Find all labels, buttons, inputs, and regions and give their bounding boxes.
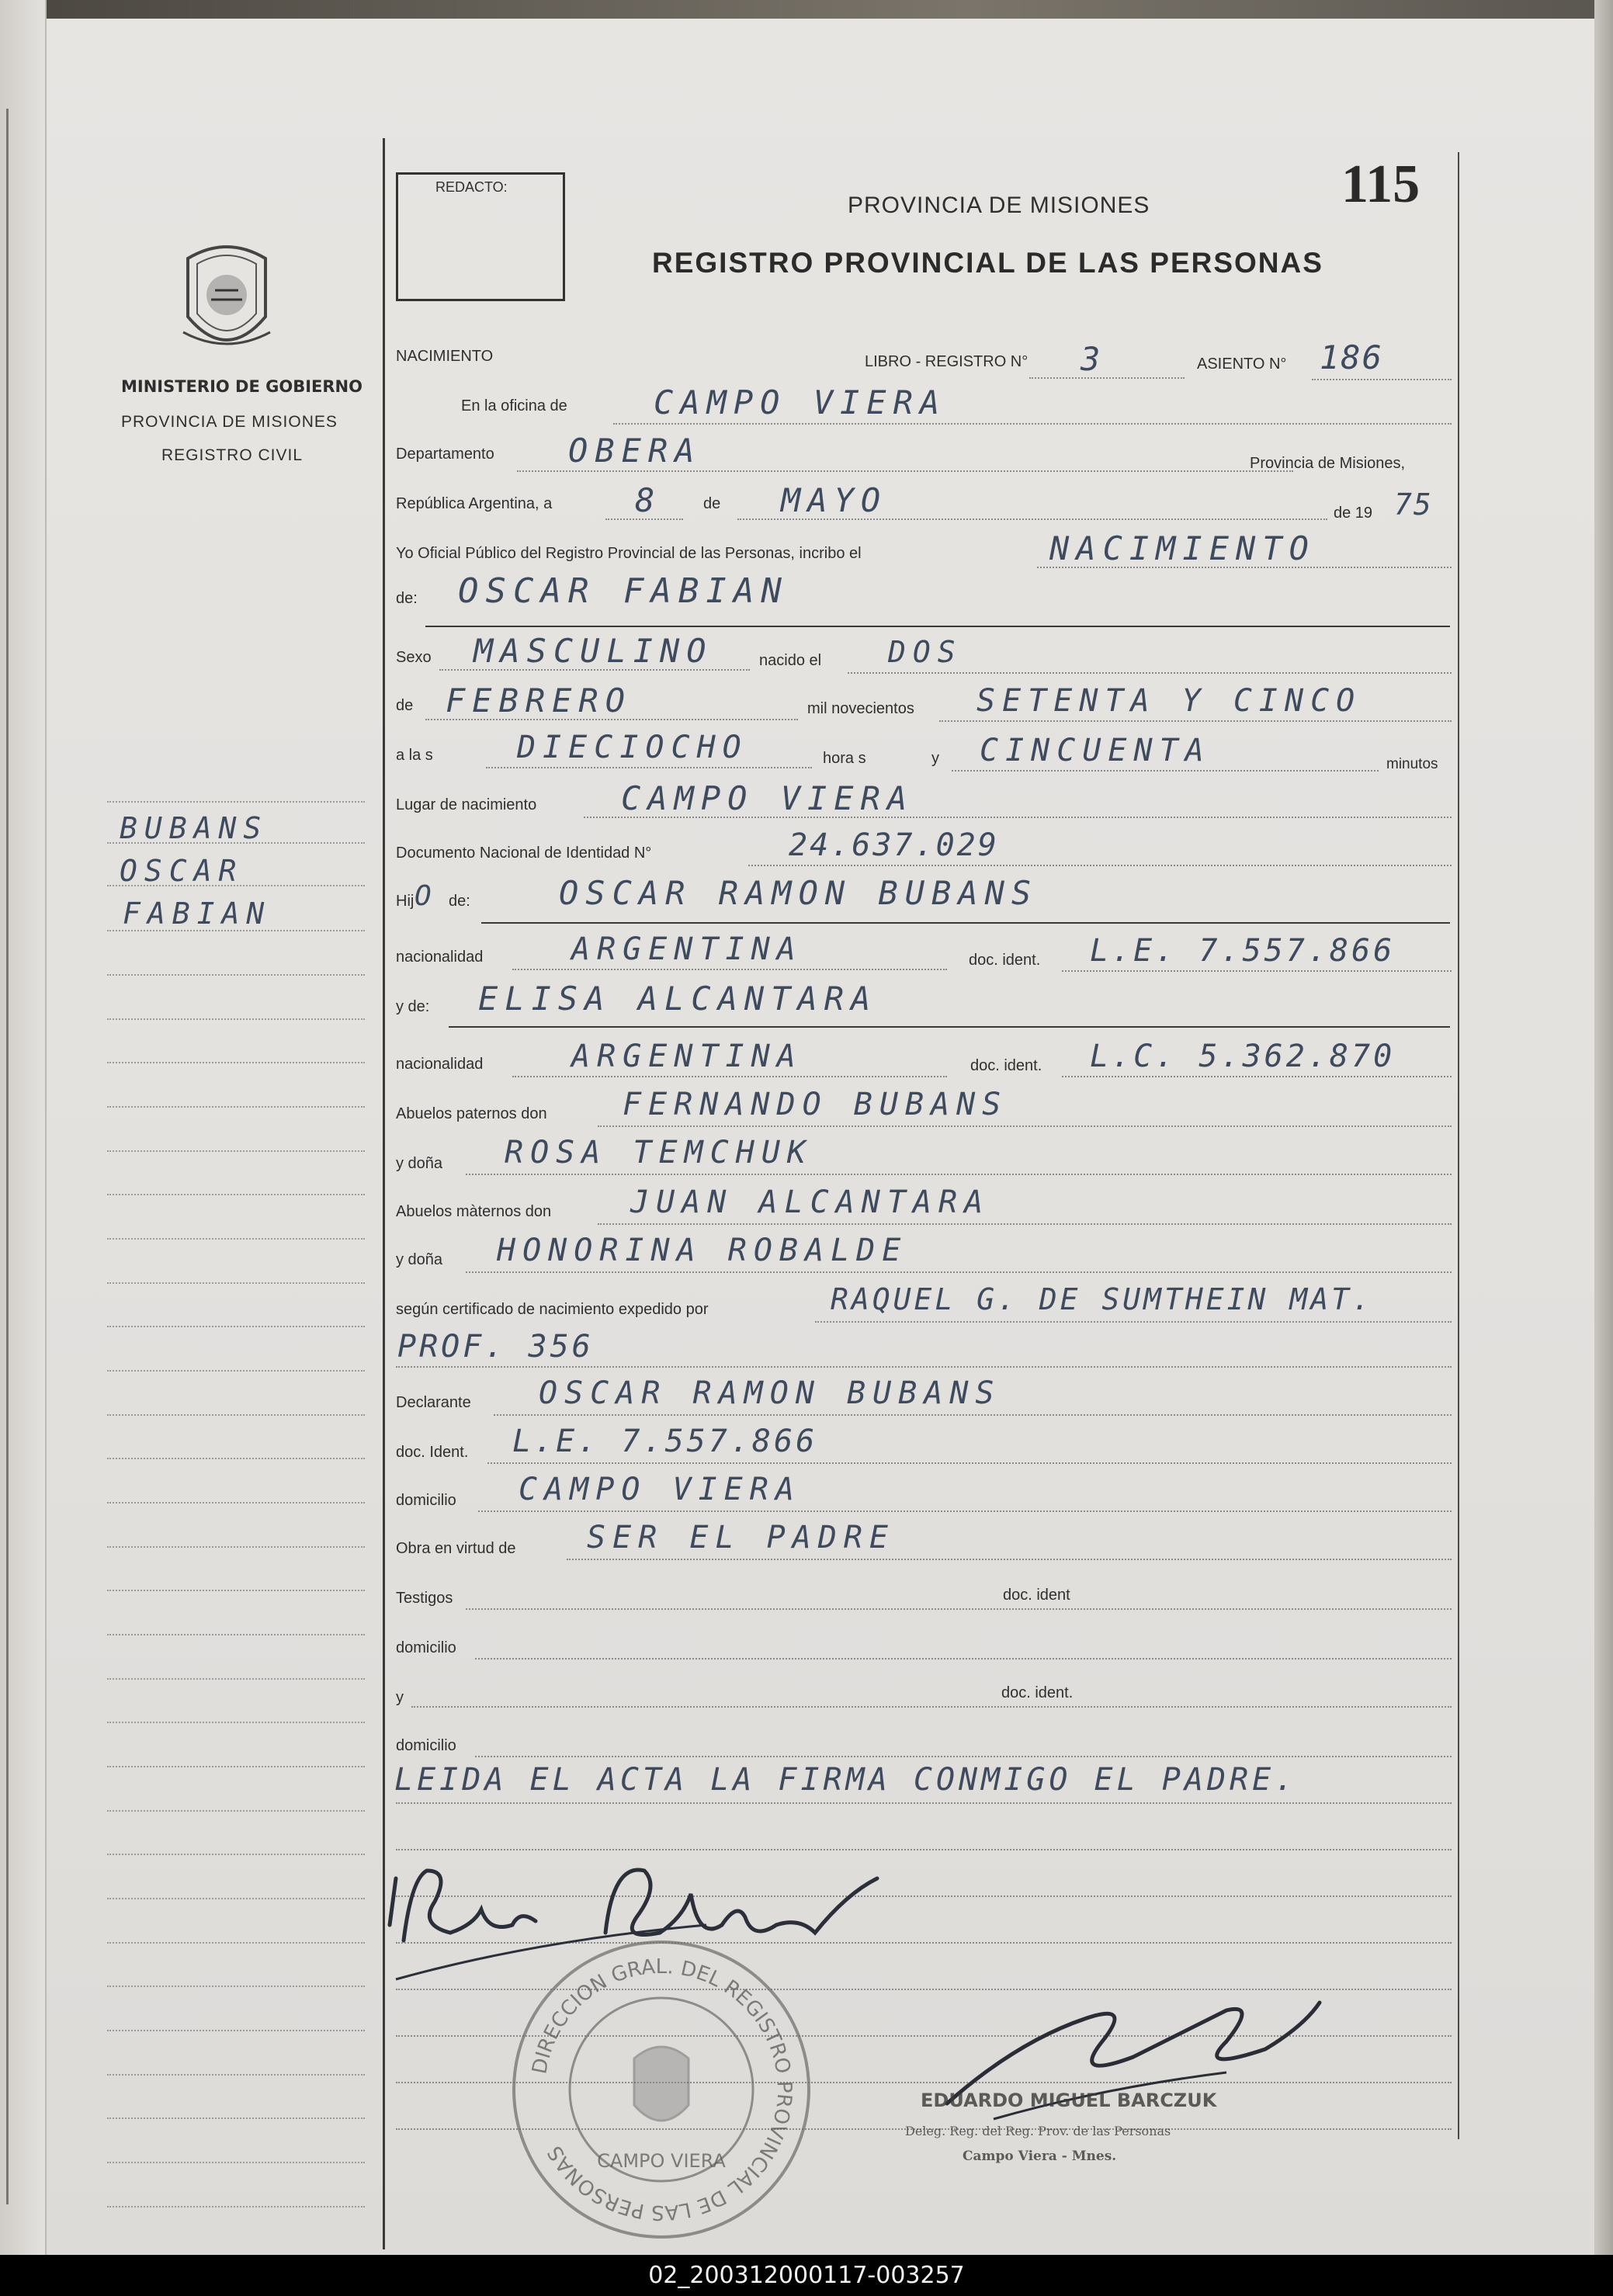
- horas-label: hora s: [823, 750, 866, 767]
- testigo2-label: y: [396, 1689, 404, 1706]
- lugar-label: Lugar de nacimiento: [396, 796, 537, 813]
- anio-label: de 19: [1334, 505, 1373, 522]
- alas-value: DIECIOCHO: [517, 730, 748, 765]
- docident-label: doc. Ident.: [396, 1444, 469, 1461]
- obra-label: Obra en virtud de: [396, 1540, 516, 1557]
- asiento-value: 186: [1320, 338, 1383, 376]
- certificado-value: RAQUEL G. DE SUMTHEIN MAT.: [831, 1282, 1373, 1316]
- certificado-value-2: PROF. 356: [397, 1329, 594, 1365]
- ministry-name: MINISTERIO DE GOBIERNO: [121, 377, 362, 396]
- docident-value: L.E. 7.557.866: [512, 1424, 818, 1459]
- oficial-value: NACIMIENTO: [1049, 529, 1316, 567]
- declarante-value: OSCAR RAMON BUBANS: [539, 1375, 1001, 1411]
- persona-value: OSCAR FABIAN: [458, 571, 789, 611]
- province-title: PROVINCIA DE MISIONES: [848, 192, 1150, 218]
- dia-value: 8: [635, 481, 662, 519]
- libro-label: LIBRO - REGISTRO N°: [865, 353, 1029, 370]
- mes-value: MAYO: [781, 481, 888, 519]
- official-place: Campo Viera - Mnes.: [963, 2149, 1117, 2164]
- cierre-value: LEIDA EL ACTA LA FIRMA CONMIGO EL PADRE.: [394, 1762, 1298, 1798]
- sexo-value: MASCULINO: [473, 632, 713, 670]
- abuelos-mat-label: Abuelos màternos don: [396, 1203, 552, 1220]
- testigo2-domicilio-label: domicilio: [396, 1737, 456, 1754]
- de-label: de: [703, 495, 721, 512]
- libro-value: 3: [1081, 340, 1108, 378]
- abuela-pat-label: y doña: [396, 1155, 443, 1172]
- abuela-mat-value: HONORINA ROBALDE: [497, 1233, 908, 1268]
- domicilio-value: CAMPO VIERA: [519, 1472, 801, 1507]
- hijo-suffix: O: [415, 880, 432, 912]
- minutos-value: CINCUENTA: [980, 733, 1211, 768]
- abuelo-mat-value: JUAN ALCANTARA: [630, 1184, 990, 1220]
- departamento-value: OBERA: [568, 432, 702, 470]
- testigos-label: Testigos: [396, 1590, 453, 1607]
- doc-padre-label: doc. ident.: [969, 952, 1041, 969]
- abuelo-pat-value: FERNANDO BUBANS: [623, 1087, 1008, 1122]
- binding-edge-line: [6, 109, 9, 2204]
- official-title: Deleg. Reg. del Reg. Prov. de las Personas: [905, 2124, 1171, 2138]
- obra-value: SER EL PADRE: [587, 1520, 895, 1556]
- oficial-label: Yo Oficial Público del Registro Provincial de las Personas, incribo el: [396, 545, 862, 562]
- official-name: EDUARDO MIGUEL BARCZUK: [921, 2090, 1217, 2111]
- redacto-box: [396, 172, 565, 301]
- abuelos-pat-label: Abuelos paternos don: [396, 1105, 547, 1122]
- book-edge-top: [0, 0, 1613, 19]
- ministry-registry: REGISTRO CIVIL: [161, 446, 304, 464]
- republica-label: República Argentina, a: [396, 495, 553, 512]
- abuela-mat-label: y doña: [396, 1251, 443, 1268]
- domicilio-label: domicilio: [396, 1492, 456, 1509]
- de-mes-label: de: [396, 697, 414, 714]
- nacido-value: DOS: [888, 635, 963, 669]
- hijo-label: Hij: [396, 893, 415, 910]
- yde-label: y de:: [396, 998, 430, 1015]
- mil-label: mil novecientos: [807, 700, 914, 717]
- persona-label: de:: [396, 590, 418, 607]
- margin-note-surname: BUBANS: [120, 811, 269, 845]
- nac-madre-label: nacionalidad: [396, 1056, 484, 1073]
- book-edge-right: [1594, 0, 1613, 2255]
- de-mes-value: FEBRERO: [446, 682, 633, 720]
- margin-note-second-name: FABIAN: [123, 897, 272, 931]
- nacimiento-label: NACIMIENTO: [396, 348, 494, 365]
- registry-title: REGISTRO PROVINCIAL DE LAS PERSONAS: [652, 247, 1323, 279]
- nacido-label: nacido el: [759, 652, 822, 669]
- image-caption: 02_200312000117-003257: [0, 2255, 1613, 2296]
- oficina-label: En la oficina de: [461, 397, 567, 414]
- padre-value: OSCAR RAMON BUBANS: [559, 874, 1039, 912]
- declarante-label: Declarante: [396, 1394, 471, 1411]
- dni-label: Documento Nacional de Identidad N°: [396, 845, 652, 862]
- minutos-label: minutos: [1386, 756, 1438, 772]
- redacto-label: REDACTO:: [435, 179, 508, 195]
- doc-madre-value: L.C. 5.362.870: [1090, 1039, 1396, 1074]
- ministry-province: PROVINCIA DE MISIONES: [121, 413, 338, 431]
- lugar-value: CAMPO VIERA: [621, 779, 914, 817]
- registry-stamp: [506, 1934, 817, 2249]
- testigo-doc-label: doc. ident: [1003, 1587, 1070, 1604]
- alas-label: a la s: [396, 747, 433, 764]
- oficina-value: CAMPO VIERA: [654, 383, 947, 421]
- stamp-ring-text: DIRECCION GRAL. DEL REGISTRO PROVINCIAL DE LAS PERSONAS: [528, 1954, 796, 2225]
- certificado-label: según certificado de nacimiento expedido por: [396, 1301, 709, 1318]
- madre-value: ELISA ALCANTARA: [478, 980, 878, 1018]
- sexo-label: Sexo: [396, 649, 432, 666]
- y-label: y: [931, 750, 939, 767]
- nac-padre-label: nacionalidad: [396, 949, 484, 966]
- right-rule: [1458, 152, 1459, 2139]
- anio-value: 75: [1394, 487, 1433, 522]
- mil-value: SETENTA Y CINCO: [976, 683, 1362, 719]
- dni-value: 24.637.029: [789, 827, 999, 863]
- abuela-pat-value: ROSA TEMCHUK: [505, 1135, 813, 1171]
- doc-madre-label: doc. ident.: [970, 1057, 1042, 1074]
- testigo-domicilio-label: domicilio: [396, 1639, 456, 1656]
- nac-madre-value: ARGENTINA: [571, 1039, 803, 1074]
- doc-padre-value: L.E. 7.557.866: [1090, 933, 1396, 969]
- stamp-inner-text: CAMPO VIERA: [597, 2150, 726, 2172]
- nac-padre-value: ARGENTINA: [571, 931, 803, 967]
- provincia-suffix: Provincia de Misiones,: [1250, 455, 1406, 472]
- province-seal-icon: [172, 239, 281, 367]
- asiento-label: ASIENTO N°: [1197, 355, 1287, 373]
- page-number: 115: [1341, 154, 1420, 214]
- hijo-de-label: de:: [449, 893, 470, 910]
- margin-note-first-name: OSCAR: [120, 854, 244, 888]
- testigo2-doc-label: doc. ident.: [1001, 1684, 1074, 1701]
- departamento-label: Departamento: [396, 446, 494, 463]
